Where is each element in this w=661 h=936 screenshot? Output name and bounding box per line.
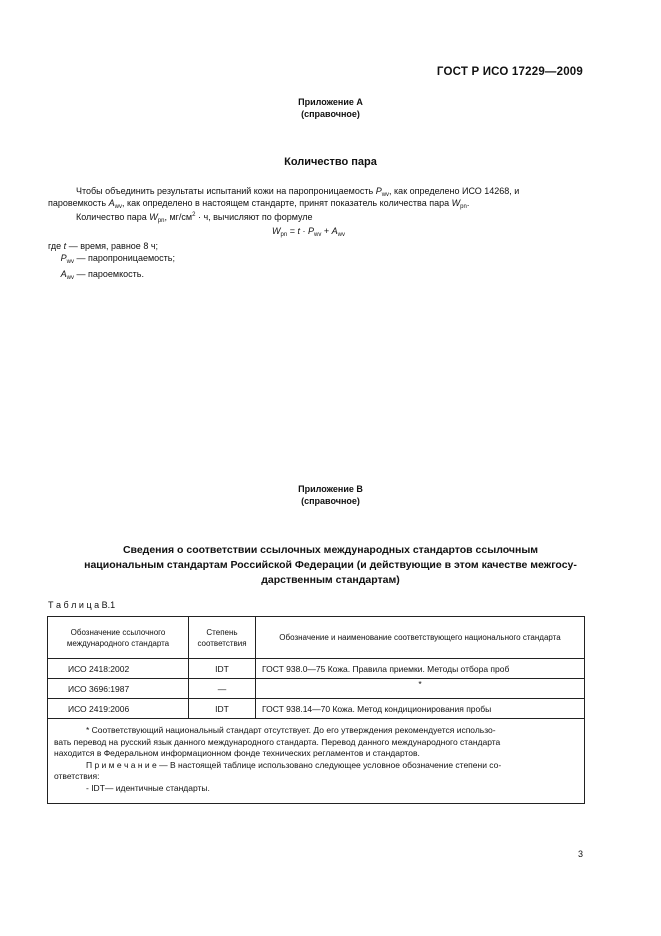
- appendix-b-status: (справочное): [301, 496, 360, 506]
- legend-row: $A_{wv}$ — пароемкость.: [60, 269, 144, 281]
- header-degree: Степень соответствия: [189, 617, 256, 659]
- document-code: ГОСТ Р ИСО 17229—2009: [436, 66, 583, 78]
- appendix-b-label: Приложение В: [298, 484, 363, 494]
- table-row: ИСО 2419:2006 IDT ГОСТ 938.14—70 Кожа. Метод кондиционирования пробы: [48, 699, 585, 719]
- appendix-a-status: (справочное): [301, 109, 360, 119]
- table-row: ИСО 2418:2002 IDT ГОСТ 938.0—75 Кожа. Правила приемки. Методы отбора проб: [48, 659, 585, 679]
- header-intl: Обозначение ссылочного международного стандарта: [48, 617, 189, 659]
- formula-legend: [48, 240, 175, 284]
- header-national: Обозначение и наименование соответствующего национального стандарта: [256, 617, 585, 659]
- appendix-b-title: Сведения о соответствии ссылочных международных стандартов ссылочным национальным стандартам Российской Федерации (и действующие в этом качестве межгосу- дарственным стандартам): [84, 544, 577, 586]
- table-note-row: [48, 719, 585, 804]
- reference-table: [47, 616, 585, 804]
- formula: $W_{pn} = t \cdot P_{wv} + A_{wv}$: [272, 226, 345, 238]
- legend-row: где t — время, равное 8 ч;: [48, 241, 159, 251]
- table-row: ИСО 3696:1987 — *: [48, 679, 585, 699]
- page-number: 3: [577, 849, 583, 859]
- appendix-a-paragraph-1: Чтобы объединить результаты испытаний кожи на паропроницаемость $P_{wv}$, как определено ИСО 14268, и: [76, 186, 520, 198]
- table-header-row: [48, 617, 585, 659]
- appendix-a-paragraph-1-cont: паровемкость $A_{wv}$, как определено в настоящем стандарте, принят показатель количества пара $W_{pn}$.: [48, 198, 470, 210]
- table-note: * Соответствующий национальный стандарт отсутствует. До его утверждения рекомендуется использо- вать перевод на русский язык данного международного стандарта. Перевод данного международного стандарта находится в Федеральном информационном фонде технических регламентов и стандартов. П р и м е ч а н и е — В настоящей таблице использовано следующее условное обозначение степени со- ответствия: - IDT— идентичные стандарты.: [48, 719, 585, 804]
- table-caption: Т а б л и ц а В.1: [48, 600, 116, 610]
- appendix-a-label: Приложение А: [298, 97, 363, 107]
- appendix-a-paragraph-2: Количество пара $W_{pn}$, $мг/см^2 \cdot ч$, вычисляют по формуле: [76, 212, 313, 224]
- appendix-a-title: Количество пара: [284, 156, 377, 168]
- legend-row: $P_{wv}$ — паропроницаемость;: [60, 253, 175, 265]
